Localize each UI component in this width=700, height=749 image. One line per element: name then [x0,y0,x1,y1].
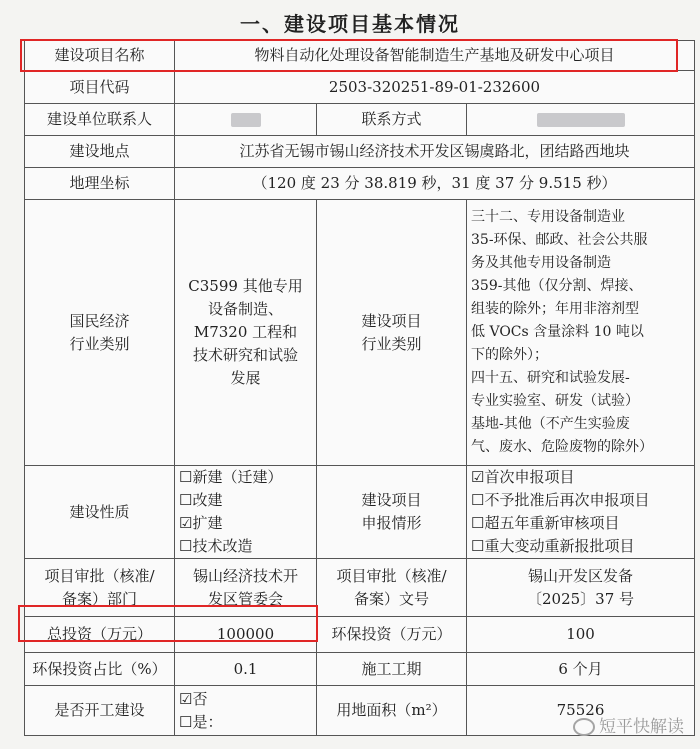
row-industry [25,200,695,466]
text-line: 四十五、研究和试验发展- [471,370,630,386]
text-line: 备案）部门 [61,589,137,608]
label-contact-method: 联系方式 [317,104,467,136]
highlight-box-project-name [20,39,678,72]
checkbox-first-declaration: ☑首次申报项目 [471,468,575,486]
label-contact-person: 建设单位联系人 [25,104,175,136]
row-env-ratio [25,653,695,686]
text-line: 锡山开发区发备 [528,566,634,585]
label-env-investment: 环保投资（万元） [317,617,467,653]
label-coordinates: 地理坐标 [25,168,175,200]
row-project-code [25,71,695,104]
text-line: 发区管委会 [207,589,283,608]
text-line: 务及其他专用设备制造 [471,255,611,271]
text-line: 建设项目 [361,491,422,509]
value-land-area: 75526 [467,686,695,736]
row-coordinates [25,168,695,200]
checkbox-major-change: ☐重大变动重新报批项目 [471,537,635,555]
value-national-industry [175,200,317,466]
value-env-investment: 100 [467,617,695,653]
value-coordinates: （120 度 23 分 38.819 秒，31 度 37 分 9.515 秒） [175,168,695,200]
text-line: 项目审批（核准/ [44,566,155,585]
label-land-area: 用地面积（m²） [317,686,467,736]
text-line: 组装的除外；年用非溶剂型 [471,301,639,317]
weibo-icon [573,718,595,736]
value-project-name: 物料自动化处理设备智能制造生产基地及研发中心项目 [175,41,695,71]
text-line: 设备制造、 [207,300,283,318]
value-project-code: 2503-320251-89-01-232600 [175,71,695,104]
checkbox-tech-upgrade: ☐技术改造 [179,537,253,555]
label-project-name: 建设项目名称 [25,41,175,71]
value-env-ratio: 0.1 [175,653,317,686]
options-started [175,686,317,736]
options-declaration-status [467,466,695,559]
redacted-block [537,113,625,127]
text-line: 备案）文号 [353,589,429,608]
options-construction-nature [175,466,317,559]
text-line: 申报情形 [361,514,422,532]
text-line: 技术研究和试验 [192,346,298,364]
watermark-text: 短平快解读 [599,717,684,737]
redacted-block [231,113,261,127]
text-line: 气、废水、危险废物的除外） [471,439,653,455]
value-contact-method [467,104,695,136]
text-line: 锡山经济技术开 [192,566,298,585]
highlight-box-total-investment [18,605,318,642]
text-line: 〔2025〕37 号 [526,589,635,608]
text-line: 行业类别 [361,334,422,353]
checkbox-redeclaration: ☐不予批准后再次申报项目 [471,491,650,509]
label-total-investment: 总投资（万元） [25,617,175,653]
text-line: 基地-其他（不产生实验废 [471,416,630,432]
row-construction-nature [25,466,695,559]
text-line: 发展 [230,369,261,387]
text-line: 三十二、专用设备制造业 [471,209,625,225]
text-line: 行业类别 [69,334,130,353]
checkbox-rebuild: ☐改建 [179,491,223,509]
value-total-investment: 100000 [175,617,317,653]
text-line: 低 VOCs 含量涂料 10 吨以 [471,324,644,340]
text-line: C3599 其他专用 [188,277,303,295]
text-line: 359-其他（仅分割、焊接、 [471,278,643,294]
label-project-industry [317,200,467,466]
checkbox-expansion: ☑扩建 [179,514,223,532]
label-declaration-status [317,466,467,559]
checkbox-five-year-review: ☐超五年重新审核项目 [471,514,620,532]
value-approval-number [467,559,695,617]
value-project-industry [467,200,695,466]
checkbox-yes: ☐是： [179,712,223,731]
label-project-code: 项目代码 [25,71,175,104]
text-line: 建设项目 [361,311,422,330]
row-location [25,136,695,168]
row-contact [25,104,695,136]
label-location: 建设地点 [25,136,175,168]
label-env-ratio: 环保投资占比（%） [25,653,175,686]
checkbox-new-build: ☐新建（迁建） [179,468,283,486]
section-title: 一、建设项目基本情况 [240,12,460,36]
value-contact-person [175,104,317,136]
label-construction-period: 施工工期 [317,653,467,686]
value-construction-period: 6 个月 [467,653,695,686]
label-national-industry [25,200,175,466]
label-construction-nature: 建设性质 [25,466,175,559]
watermark [573,712,684,737]
text-line: M7320 工程和 [193,323,298,341]
text-line: 专业实验室、研发（试验） [471,393,639,409]
checkbox-no: ☑否 [179,689,208,708]
value-location: 江苏省无锡市锡山经济技术开发区锡虞路北，团结路西地块 [175,136,695,168]
label-approval-number [317,559,467,617]
text-line: 项目审批（核准/ [336,566,447,585]
text-line: 国民经济 [69,311,130,330]
text-line: 35-环保、邮政、社会公共服 [471,232,648,248]
label-started: 是否开工建设 [25,686,175,736]
text-line: 下的除外）； [471,347,548,363]
